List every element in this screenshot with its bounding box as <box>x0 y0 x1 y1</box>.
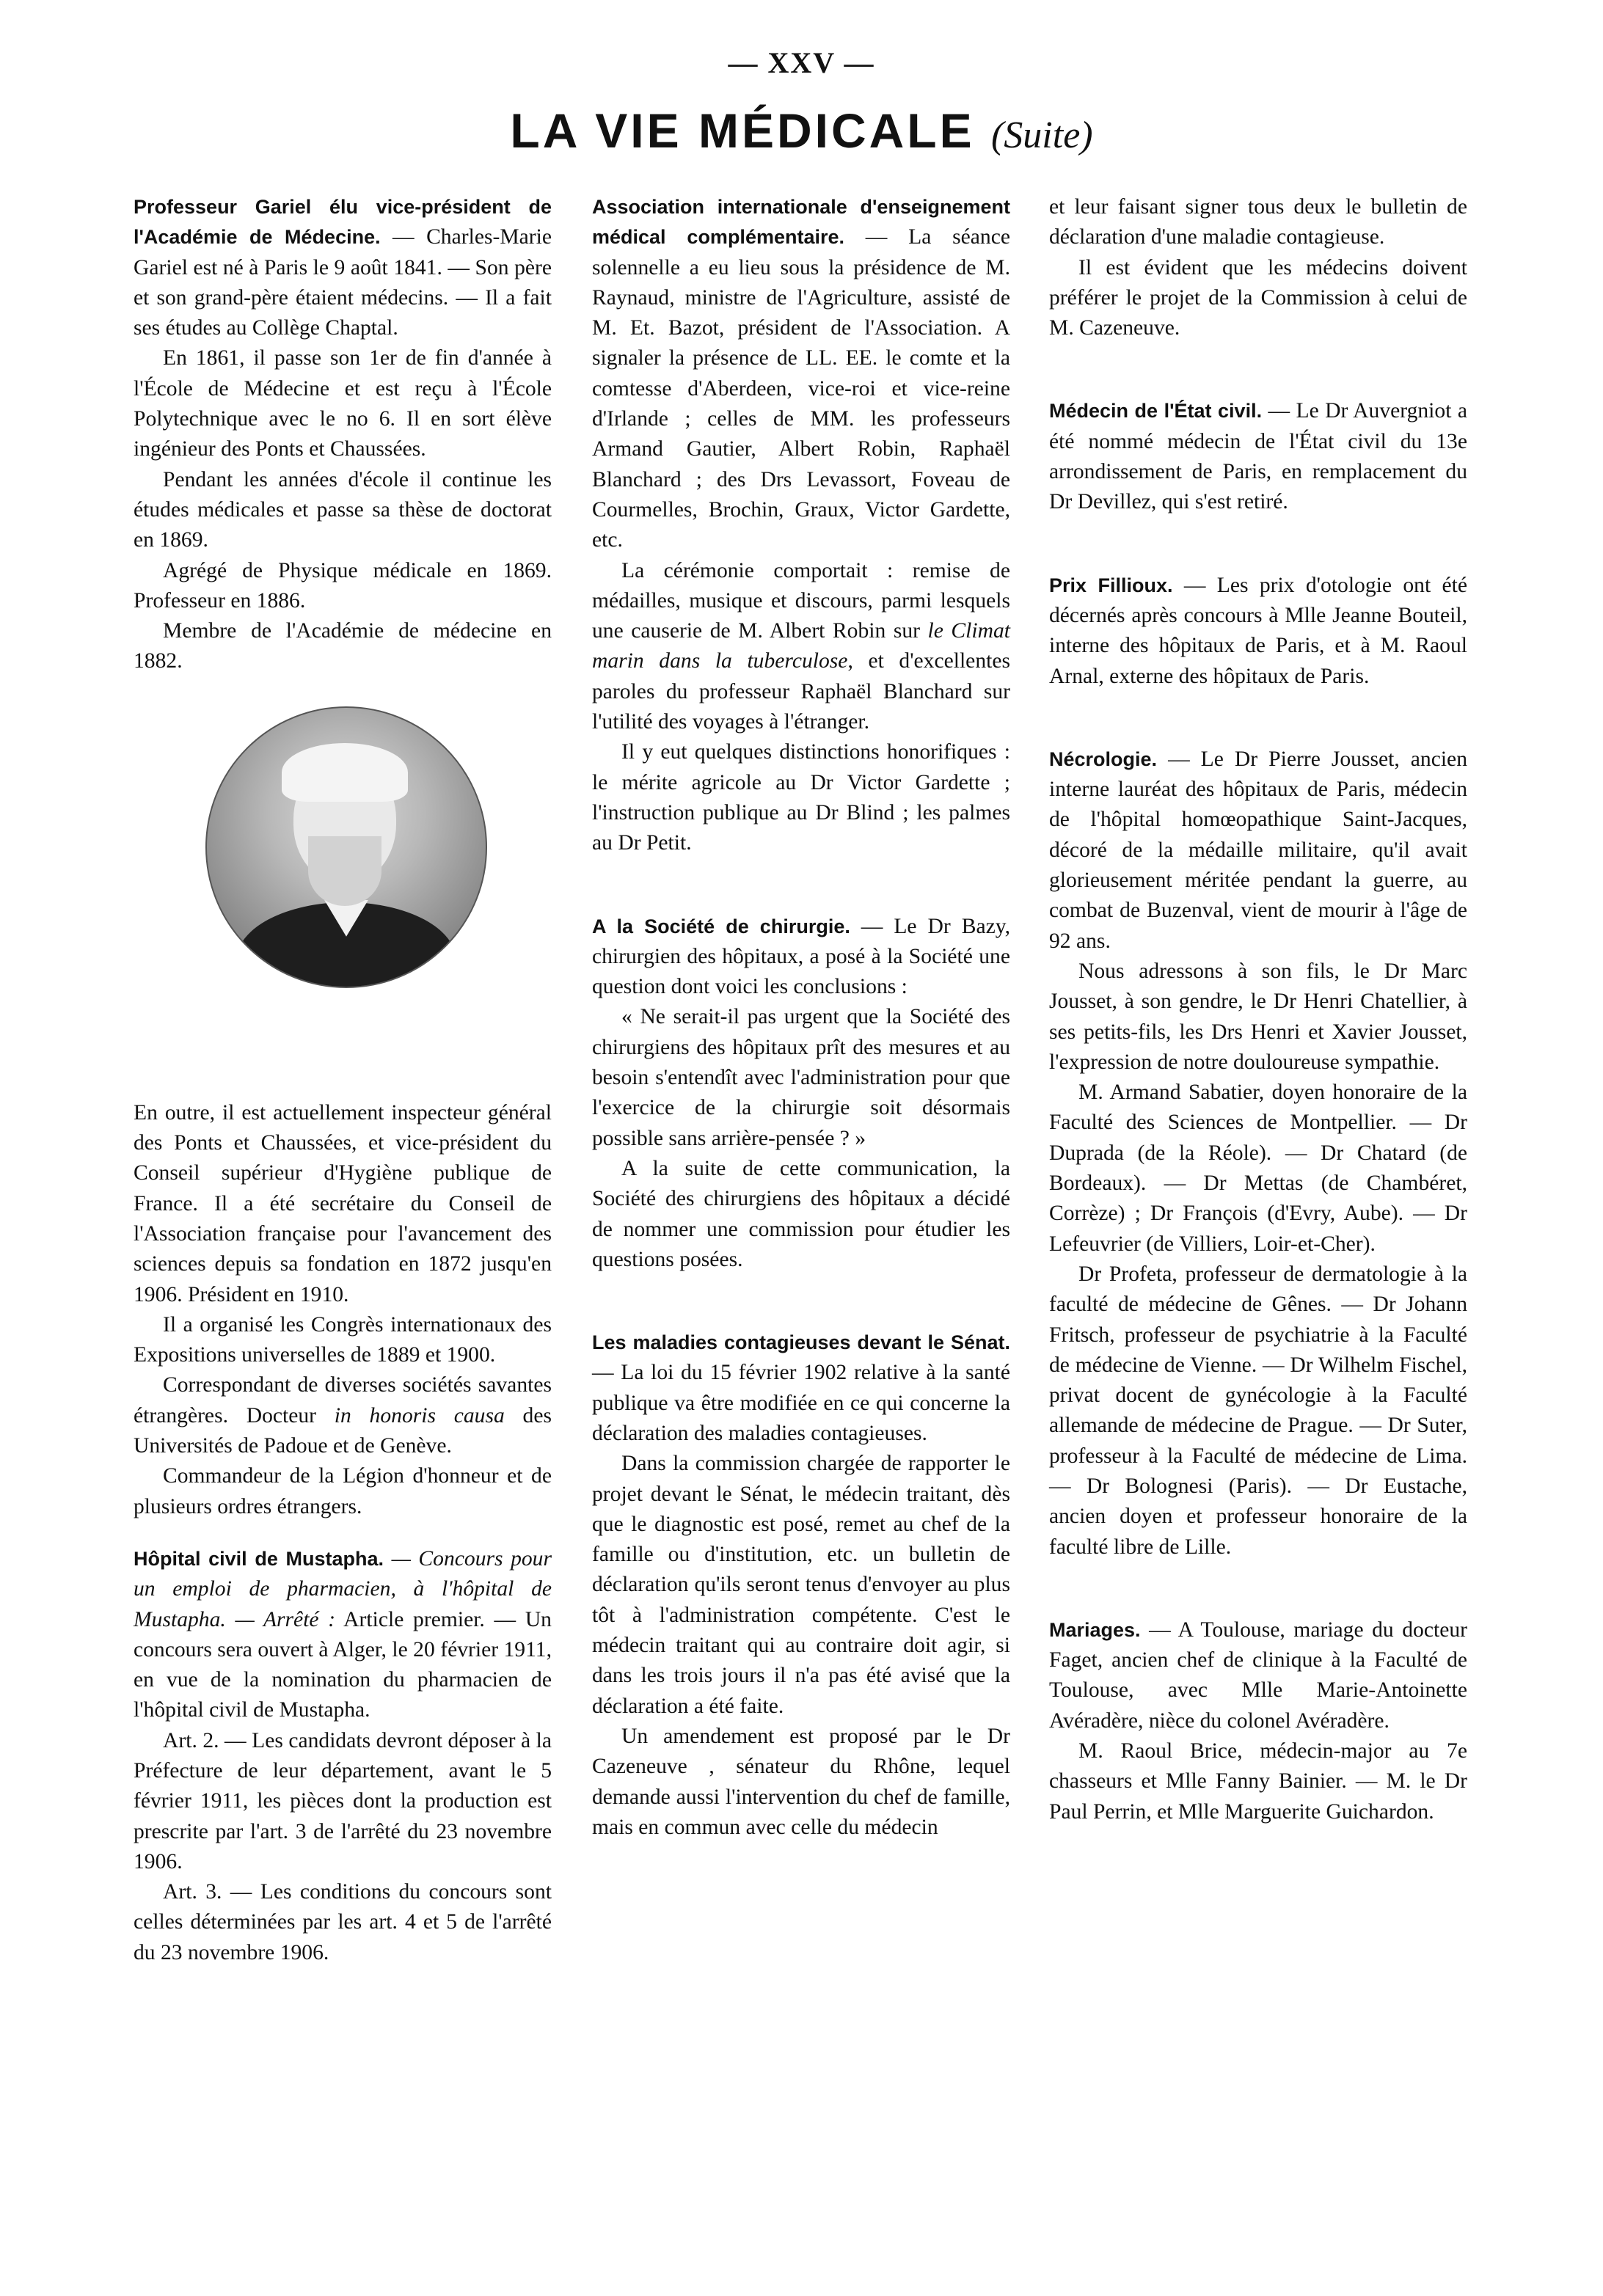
etat-p1: — Le Dr Auvergniot a été nommé médecin de l'État civil du 13e arrondissement de Paris, en remplacement du Dr Devillez, qui s'est retiré. <box>1049 399 1467 514</box>
title-text: LA VIE MÉDICALE <box>510 103 975 158</box>
assoc-article <box>592 192 1010 556</box>
gariel-p8-italic: in honoris causa <box>334 1403 505 1427</box>
contag-p3: Un amendement est proposé par le Dr Cazeneuve , sénateur du Rhône, lequel demande aussi l'intervention du chef de famille, mais en commun avec celle du médecin <box>592 1724 1010 1839</box>
gariel-p5: Membre de l'Académie de médecine en 1882. <box>134 619 552 673</box>
etat-heading: Médecin de l'État civil. <box>1049 400 1263 423</box>
cont-p2: Il est évident que les médecins doivent préférer le projet de la Commission à celui de M. Cazeneuve. <box>1049 255 1467 340</box>
gariel-p3: Pendant les années d'école il continue les études médicales et passe sa thèse de doctorat en 1869. <box>134 467 552 552</box>
assoc-p1: — La séance solennelle a eu lieu sous la présidence de M. Raynaud, ministre de l'Agriculture, assisté de M. Et. Bazot, président de l'Association. A signaler la présence de LL. EE. le comte et la comtesse d'Aberdeen, vice-roi et vice-reine d'Irlande ; celles de MM. les professeurs Armand Gautier, Albert Robin, Raphaël Blanchard ; des Drs Levassort, Foveau de Courmelles, Brochin, Graux, Victor Gardette, etc. <box>592 225 1010 552</box>
gariel-p6: En outre, il est actuellement inspecteur général des Ponts et Chaussées, et vice-président du Conseil supérieur d'Hygiène publique de France. Il a été secrétaire du Conseil de l'Association française pour l'avancement des sciences depuis sa fondation en 1872 jusqu'en 1906. Président en 1910. <box>134 1100 552 1306</box>
mariage-heading: Mariages. <box>1049 1618 1141 1641</box>
necro-heading: Nécrologie. <box>1049 747 1158 770</box>
gariel-p2: En 1861, il passe son 1er de fin d'année à l'École de Médecine et est reçu à l'École Polytechnique avec le no 6. Il en sort élève ingénieur des Ponts et Chaussées. <box>134 346 552 461</box>
contag-heading: Les maladies contagieuses devant le Sénat. <box>592 1331 1010 1354</box>
cont-p1: et leur faisant signer tous deux le bulletin de déclaration d'une maladie contagieuse. <box>1049 195 1467 249</box>
column-3 <box>1049 192 1467 1827</box>
prix-p1: — Les prix d'otologie ont été décernés après concours à Mlle Jeanne Bouteil, interne des hôpitaux de Paris, et à M. Raoul Arnal, externe des hôpitaux de Paris. <box>1049 573 1468 688</box>
column-1 <box>134 192 552 1968</box>
gariel-p8-a: Correspondant de diverses sociétés savantes étrangères. Docteur <box>134 1373 552 1427</box>
etat-article <box>1049 396 1467 517</box>
chir-p1: — Le Dr Bazy, chirurgien des hôpitaux, a posé à la Société une question dont voici les conclusions : <box>592 914 1010 999</box>
assoc-p2 <box>592 556 1010 738</box>
mustapha-article <box>134 1544 552 1726</box>
necro-p4: Dr Profeta, professeur de dermatologie à la faculté de médecine de Gênes. — Dr Johann Fritsch, professeur de psychiatrie à la Faculté de médecine de Vienne. — Dr Wilhelm Fischel, privat docent de gynécologie à la Faculté allemande de médecine de Prague. — Dr Suter, professeur à la Faculté de médecine de Lima. — Dr Bolognesi (Paris). — Dr Eustache, ancien doyen et professeur honoraire de la faculté libre de Lille. <box>1049 1262 1467 1559</box>
portrait-photo <box>205 706 487 988</box>
necro-article <box>1049 745 1467 957</box>
mariage-p1: — A Toulouse, mariage du docteur Faget, ancien chef de clinique à la Faculté de Toulouse, avec Mlle Marie-Antoinette Avéradère, nièce du colonel Avéradère. <box>1049 1617 1467 1733</box>
assoc-p3: Il y eut quelques distinctions honorifiques : le mérite agricole au Dr Victor Gardette ; l'instruction publique au Dr Blind ; les palmes au Dr Petit. <box>592 740 1010 855</box>
prix-article <box>1049 571 1467 692</box>
mustapha-subtitle: — Concours pour un emploi de pharmacien, à l'hôpital de Mustapha. — Arrêté : <box>134 1546 552 1631</box>
prix-heading: Prix Fillioux. <box>1049 574 1173 596</box>
column-2 <box>592 192 1010 1843</box>
mustapha-heading: Hôpital civil de Mustapha. <box>134 1547 384 1570</box>
chir-heading: A la Société de chirurgie. <box>592 915 850 937</box>
portrait-hair <box>282 743 408 802</box>
contag-p1: — La loi du 15 février 1902 relative à la santé publique va être modifiée en ce qui concerne la déclaration des maladies contagieuses. <box>592 1361 1010 1445</box>
gariel-p1: — Charles-Marie Gariel est né à Paris le 9 août 1841. — Son père et son grand-père étaient médecins. — Il a fait ses études au Collège Chaptal. <box>134 225 552 340</box>
gariel-p8-c: des Universités de Padoue et de Genève. <box>134 1403 552 1458</box>
contag-p2: Dans la commission chargée de rapporter le projet devant le Sénat, le médecin traitant, dès que le diagnostic est posé, remet au chef de la famille ou d'institution, etc. un bulletin de déclaration qu'ils seront tenus d'envoyer au plus tôt à l'administration compétente. C'est le médecin traitant qui au contraire doit agir, si dans les trois jours il n'a pas été avisé que la déclaration a été faite. <box>592 1452 1010 1718</box>
gariel-p7: Il a organisé les Congrès internationaux des Expositions universelles de 1889 et 1900. <box>134 1312 552 1367</box>
mustapha-p2: Art. 2. — Les candidats devront déposer à la Préfecture de leur département, avant le 5 février 1911, les pièces dont la production est prescrite par l'art. 3 de l'arrêté du 23 novembre 1906. <box>134 1728 552 1873</box>
mustapha-p3: Art. 3. — Les conditions du concours sont celles déterminées par les art. 4 et 5 de l'arrêté du 23 novembre 1906. <box>134 1880 552 1964</box>
necro-p3: M. Armand Sabatier, doyen honoraire de la Faculté des Sciences de Montpellier. — Dr Duprada (de la Réole). — Dr Chatard (de Bordeaux). — Dr Mettas (de Chambéret, Corrèze) ; Dr François (d'Evry, Aube). — Dr Lefeuvrier (de Villiers, Loir-et-Cher). <box>1049 1081 1467 1256</box>
gariel-heading: Professeur Gariel élu vice-président de l'Académie de Médecine. <box>134 196 552 249</box>
mariage-article <box>1049 1615 1467 1736</box>
gariel-p8 <box>134 1370 552 1461</box>
necro-p2: Nous adressons à son fils, le Dr Marc Jousset, à son gendre, le Dr Henri Chatellier, à ses petits-fils, les Drs Henri et Xavier Jousset, l'expression de notre douloureuse sympathie. <box>1049 959 1467 1074</box>
gariel-p4: Agrégé de Physique médicale en 1869. Professeur en 1886. <box>134 558 552 613</box>
assoc-heading: Association internationale d'enseignement médical complémentaire. <box>592 196 1010 249</box>
assoc-p2-italic: le Climat marin dans la tuberculose <box>592 619 1010 673</box>
mustapha-p1: Article premier. — Un concours sera ouvert à Alger, le 20 février 1911, en vue de la nomination du pharmacien de l'hôpital civil de Mustapha. <box>134 1607 552 1722</box>
assoc-p2-a: La cérémonie comportait : remise de médailles, musique et discours, parmi lesquels une causerie de M. Albert Robin sur <box>592 558 1010 643</box>
portrait-beard <box>308 836 381 906</box>
necro-p1: — Le Dr Pierre Jousset, ancien interne lauréat des hôpitaux de Paris, médecin de l'hôpital homœopathique Saint-Jacques, décoré de la médaille militaire, qu'il avait glorieusement méritée pendant la guerre, au combat de Buzenval, vient de mourir à l'âge de 92 ans. <box>1049 747 1467 953</box>
gariel-p9: Commandeur de la Légion d'honneur et de plusieurs ordres étrangers. <box>134 1464 552 1518</box>
chir-article <box>592 912 1010 1003</box>
portrait-gap <box>134 988 552 1098</box>
contag-article <box>592 1328 1010 1449</box>
title-suffix: (Suite) <box>990 114 1093 156</box>
chir-p2: « Ne serait-il pas urgent que la Société des chirurgiens des hôpitaux prît des mesures et au besoin s'entendît avec l'administration pour que l'exercice de la chirurgie soit désormais possible sans arrière-pensée ? » <box>592 1005 1010 1150</box>
page-number: — XXV — <box>728 46 875 79</box>
chir-p3: A la suite de cette communication, la Société des chirurgiens des hôpitaux a décidé de nommer une commission pour étudier les questions posées. <box>592 1156 1010 1271</box>
assoc-p2-c: , et d'excellentes paroles du professeur Raphaël Blanchard sur l'utilité des voyages à l'étranger. <box>592 649 1010 734</box>
gariel-article <box>134 192 552 343</box>
mariage-p2: M. Raoul Brice, médecin-major au 7e chasseurs et Mlle Fanny Bainier. — M. le Dr Paul Perrin, et Mlle Marguerite Guichardon. <box>1049 1739 1467 1824</box>
page-title <box>0 103 1603 158</box>
